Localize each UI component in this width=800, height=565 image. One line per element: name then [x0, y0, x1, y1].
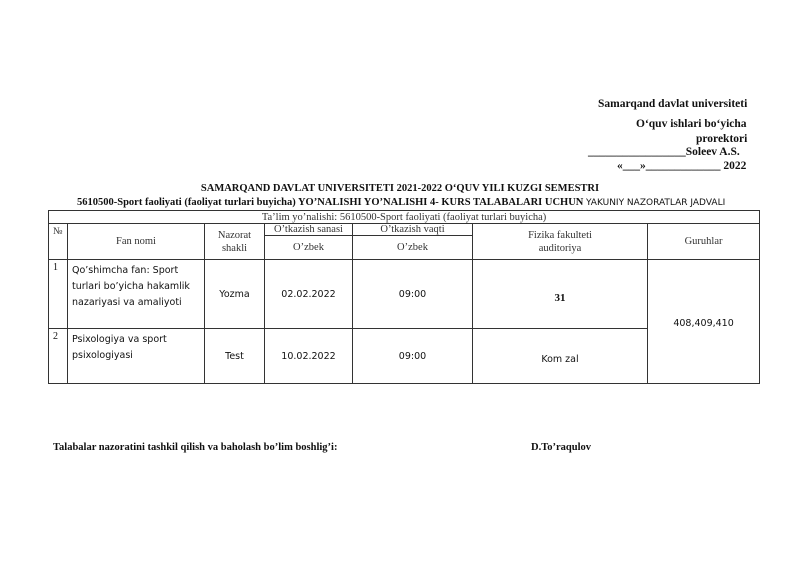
table-row: [49, 260, 760, 329]
approval-office-line2: prorektori: [696, 133, 748, 145]
header-time-lang: O’zbek: [353, 236, 473, 260]
header-subject: Fan nomi: [68, 224, 205, 260]
column-header-row: [49, 224, 760, 236]
row-subject: Psixologiya va sport psixologiyasi: [68, 329, 205, 384]
direction-header: Ta’lim yo’nalishi: 5610500-Sport faoliyati (faoliyat turlari buyicha): [49, 211, 760, 224]
approval-date-line: «___»_____________ 2022: [617, 160, 747, 172]
approval-office-line1: O‘quv ishlari bo‘yicha: [636, 118, 747, 130]
groups-value: 408,409,410: [648, 260, 760, 384]
row-time: 09:00: [353, 260, 473, 329]
row-room: Kom zal: [473, 329, 648, 384]
row-number: 2: [49, 329, 68, 384]
document-title: SAMARQAND DAVLAT UNIVERSITETI 2021-2022 O‘QUV YILI KUZGI SEMESTRI: [200, 183, 600, 194]
subtitle-schedule: YAKUNIY NAZORATLAR JADVALI: [585, 198, 726, 208]
row-date: 02.02.2022: [265, 260, 353, 329]
header-control-form: Nazorat shakli: [205, 224, 265, 260]
row-control-form: Test: [205, 329, 265, 384]
header-faculty: Fizika fakulteti auditoriya: [473, 224, 648, 260]
row-date: 10.02.2022: [265, 329, 353, 384]
header-date-lang: O’zbek: [265, 236, 353, 260]
row-number: 1: [49, 260, 68, 329]
row-subject: Qo’shimcha fan: Sport turlari bo’yicha hakamlik nazariyasi va amaliyoti: [68, 260, 205, 329]
document-subtitle: [77, 197, 725, 208]
header-date: O’tkazish sanasi: [265, 224, 353, 236]
footer-signature-label: Talabalar nazoratini tashkil qilish va baholash bo’lim boshlig’i:: [53, 442, 338, 453]
subtitle-direction: 5610500-Sport faoliyati (faoliyat turlari buyicha) YO’NALISHI YO’NALISHI 4- KURS TALABALARI UCHUN: [77, 197, 584, 208]
header-groups: Guruhlar: [648, 224, 760, 260]
approval-university: Samarqand davlat universiteti: [598, 98, 748, 110]
approval-signatory: _________________Soleev A.S.: [588, 146, 740, 158]
exam-schedule-table: [48, 210, 760, 384]
footer-signature-name: D.To’raqulov: [531, 442, 592, 453]
row-control-form: Yozma: [205, 260, 265, 329]
direction-header-row: [49, 211, 760, 224]
header-number: №: [49, 224, 68, 260]
row-time: 09:00: [353, 329, 473, 384]
header-time: O’tkazish vaqti: [353, 224, 473, 236]
row-room: 31: [473, 260, 648, 329]
